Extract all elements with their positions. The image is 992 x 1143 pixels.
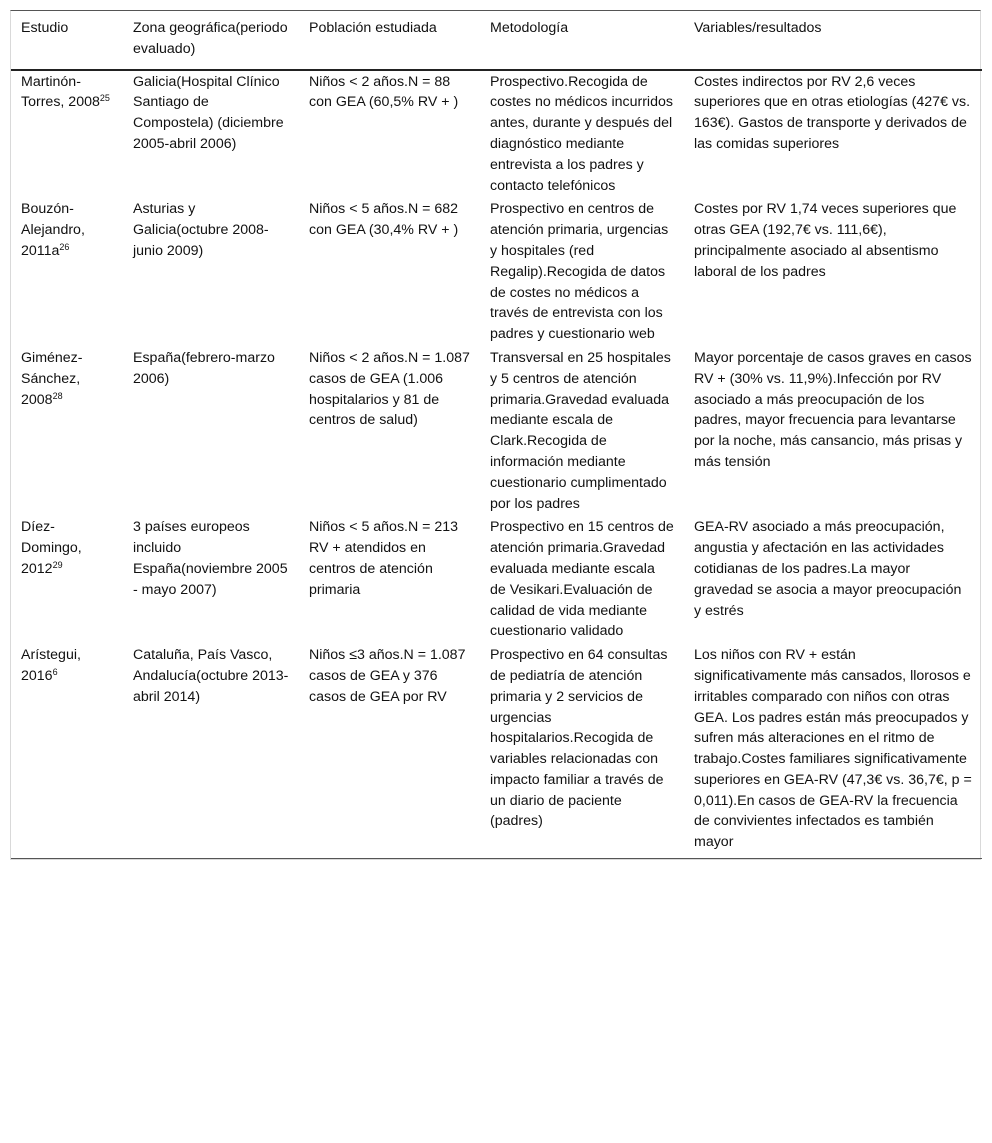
cell-metodologia: Prospectivo en 64 consultas de pediatría de atención primaria y 2 servicios de urgencias hospitalarios.Recogida de variables relacionadas con impacto familiar a través de un diario de paciente (padres) xyxy=(490,647,668,830)
header-zona: Zona geográfica(periodo evaluado) xyxy=(123,11,299,70)
cell-resultados: Costes por RV 1,74 veces superiores que otras GEA (192,7€ vs. 111,6€), principalmente asociado al absentismo laboral de los padres xyxy=(694,201,957,280)
cell-estudio xyxy=(11,644,123,858)
studies-table xyxy=(11,11,982,859)
table-row xyxy=(11,347,982,516)
table-row xyxy=(11,516,982,644)
cell-poblacion: Niños ≤3 años.N = 1.087 casos de GEA y 376 casos de GEA por RV xyxy=(309,647,466,705)
cell-poblacion: Niños < 5 años.N = 682 con GEA (30,4% RV + ) xyxy=(309,201,459,239)
header-estudio: Estudio xyxy=(11,11,123,70)
cell-zona: España(febrero-marzo 2006) xyxy=(133,349,275,387)
reference-number: 6 xyxy=(52,666,58,677)
reference-number: 29 xyxy=(52,559,63,570)
table-row xyxy=(11,70,982,199)
header-poblacion: Población estudiada xyxy=(299,11,480,70)
reference-number: 26 xyxy=(59,241,70,252)
cell-zona: 3 países europeos incluido España(noviembre 2005 - mayo 2007) xyxy=(133,519,288,598)
cell-poblacion: Niños < 2 años.N = 1.087 casos de GEA (1.006 hospitalarios y 81 de centros de salud) xyxy=(309,349,470,429)
cell-zona: Cataluña, País Vasco, Andalucía(octubre 2013-abril 2014) xyxy=(133,647,289,705)
cell-resultados: GEA-RV asociado a más preocupación, angustia y afectación en las actividades cotidianas de los padres.La mayor gravedad se asocia a mayor preocupación y estrés xyxy=(694,519,962,619)
table-row xyxy=(11,644,982,858)
study-author: Bouzón-Alejandro, 2011a xyxy=(21,201,85,259)
table-header-row xyxy=(11,11,982,70)
header-resultados: Variables/resultados xyxy=(684,11,982,70)
study-author: Arístegui, 2016 xyxy=(21,647,81,684)
cell-metodologia: Prospectivo en centros de atención primaria, urgencias y hospitales (red Regalip).Recogida de datos de costes no médicos a través de entrevista con los padres y cuestionario web xyxy=(490,201,669,343)
reference-number: 25 xyxy=(99,93,110,104)
table-row xyxy=(11,198,982,347)
header-metodologia: Metodología xyxy=(480,11,684,70)
cell-estudio xyxy=(11,70,123,199)
cell-estudio xyxy=(11,516,123,644)
study-author: Giménez-Sánchez, 2008 xyxy=(21,349,83,408)
cell-poblacion: Niños < 2 años.N = 88 con GEA (60,5% RV + ) xyxy=(309,73,459,111)
cell-metodologia: Prospectivo.Recogida de costes no médicos incurridos antes, durante y después del diagnóstico mediante entrevista a los padres y contacto telefónicos xyxy=(490,73,673,194)
cell-zona: Asturias y Galicia(octubre 2008-junio 2009) xyxy=(133,201,269,259)
cell-estudio xyxy=(11,347,123,516)
cell-resultados: Mayor porcentaje de casos graves en casos RV + (30% vs. 11,9%).Infección por RV asociado a más preocupación de los padres, mayor frecuencia para levantarse por la noche, más cansancio, más prisas y más tensión xyxy=(694,349,972,470)
studies-table-container xyxy=(10,10,981,860)
cell-resultados: Costes indirectos por RV 2,6 veces superiores que en otras etiologías (427€ vs. 163€). Gastos de transporte y derivados de las comidas superiores xyxy=(694,73,971,152)
study-author: Martinón-Torres, 2008 xyxy=(21,73,100,111)
cell-zona: Galicia(Hospital Clínico Santiago de Compostela) (diciembre 2005-abril 2006) xyxy=(133,73,284,152)
study-author: Díez-Domingo, 2012 xyxy=(21,519,82,577)
cell-metodologia: Prospectivo en 15 centros de atención primaria.Gravedad evaluada mediante escala de Vesikari.Evaluación de calidad de vida mediante cuestionario validado xyxy=(490,519,674,640)
cell-poblacion: Niños < 5 años.N = 213 RV + atendidos en centros de atención primaria xyxy=(309,519,459,598)
cell-resultados: Los niños con RV + están significativamente más cansados, llorosos e irritables comparado con niños con otras GEA. Los padres están más preocupados y sufren más alteraciones en el ritmo de trabajo.Costes familiares significativamente superiores en GEA-RV (47,3€ vs. 36,7€, p = 0,011).En casos de GEA-RV la frecuencia de convivientes infectados es también mayor xyxy=(694,647,972,851)
cell-estudio xyxy=(11,198,123,347)
cell-metodologia: Transversal en 25 hospitales y 5 centros de atención primaria.Gravedad evaluada mediante escala de Clark.Recogida de información mediante cuestionario cumplimentado por los padres xyxy=(490,349,671,512)
reference-number: 28 xyxy=(52,390,63,401)
